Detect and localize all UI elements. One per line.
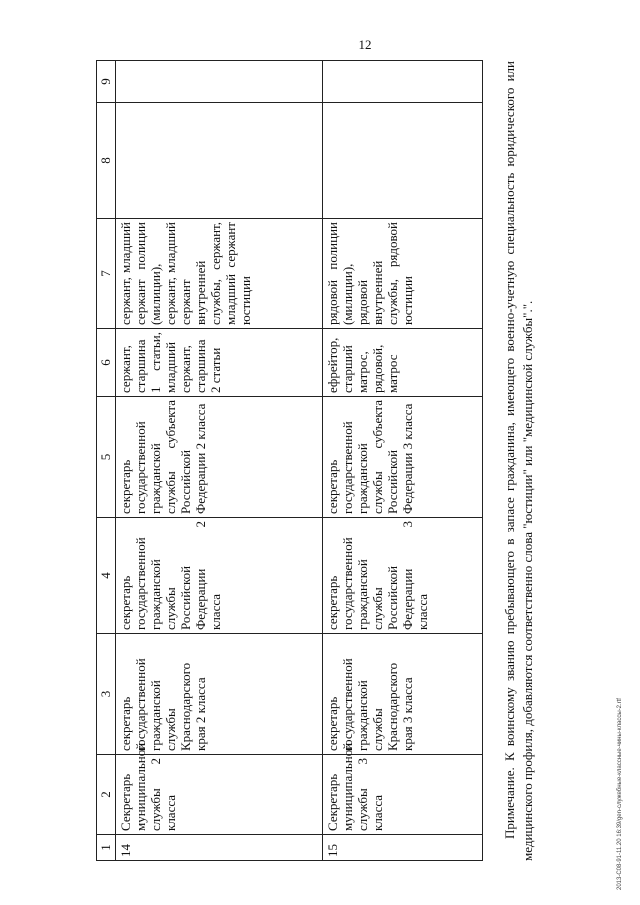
regional-rank-text: секретарь государственной гражданской службы Краснодарского края 3 класса <box>325 658 415 751</box>
special-rank-cell <box>323 219 483 329</box>
column-number-8: 8 <box>97 103 116 219</box>
municipal-rank-text: Секретарь муниципальной службы 2 класса <box>118 742 178 831</box>
column-number-2: 2 <box>97 755 116 835</box>
military-rank-text: сержант, старшина 1 статьи, младший сержант, старшина 2 статьи <box>118 332 223 393</box>
column-number-6: 6 <box>97 329 116 397</box>
subject-rank-cell <box>116 397 323 518</box>
column-9-cell <box>323 61 483 103</box>
federal-rank-text: секретарь государственной гражданской службы Российской Федерации 2 класса <box>118 521 223 630</box>
column-number-3: 3 <box>97 634 116 755</box>
regional-rank-cell <box>116 634 323 755</box>
row-number-cell: 15 <box>323 835 483 861</box>
column-number-9: 9 <box>97 61 116 103</box>
table-header-row <box>97 61 116 861</box>
row-number-cell: 14 <box>116 835 323 861</box>
special-rank-cell <box>116 219 323 329</box>
document-path-label: 2013-C08-91-11.20 16:39/gen-служебные-классные-чины-классы-2.rtf <box>617 698 623 890</box>
special-rank-text: рядовой полиции (милиции), рядовой внутренней службы, рядовой юстиции <box>325 222 415 325</box>
special-rank-text: сержант, младший сержант полиции (милиции), сержант, младший сержант внутренней службы, сержант, младший сержант юстиции <box>118 222 253 325</box>
table-row <box>116 61 323 861</box>
federal-rank-text: секретарь государственной гражданской службы Российской Федерации 3 класса <box>325 521 430 630</box>
municipal-rank-text: Секретарь муниципальной службы 3 класса <box>325 742 385 831</box>
page-number: 12 <box>358 37 372 52</box>
column-number-4: 4 <box>97 518 116 634</box>
table-footnote: Примечание. К воинскому званию пребывающего в запасе гражданина, имеющего военно-учетную специальность юридического или медицинского профиля, добавляются соответственно слова "юстиции" или "медицинской службы".". <box>502 61 535 861</box>
subject-rank-cell <box>323 397 483 518</box>
column-number-7: 7 <box>97 219 116 329</box>
regional-rank-cell <box>323 634 483 755</box>
column-8-cell <box>116 103 323 219</box>
military-rank-cell <box>116 329 323 397</box>
federal-rank-cell <box>323 518 483 634</box>
column-8-cell <box>323 103 483 219</box>
rank-correspondence-table <box>96 60 483 861</box>
municipal-rank-cell <box>116 742 323 835</box>
regional-rank-text: секретарь государственной гражданской службы Краснодарского края 2 класса <box>118 658 208 751</box>
rotated-landscape-content <box>96 61 576 861</box>
federal-rank-cell <box>116 518 323 634</box>
column-number-5: 5 <box>97 397 116 518</box>
column-9-cell <box>116 61 323 103</box>
municipal-rank-cell <box>323 742 483 835</box>
military-rank-cell <box>323 329 483 397</box>
column-number-1: 1 <box>97 835 116 861</box>
subject-rank-text: секретарь государственной гражданской службы субъекта Российской Федерации 2 класса <box>118 400 208 514</box>
subject-rank-text: секретарь государственной гражданской службы субъекта Российской Федерации 3 класса <box>325 400 415 514</box>
table-row <box>323 61 483 861</box>
military-rank-text: ефрейтор, старший матрос, рядовой, матрос <box>325 337 400 393</box>
